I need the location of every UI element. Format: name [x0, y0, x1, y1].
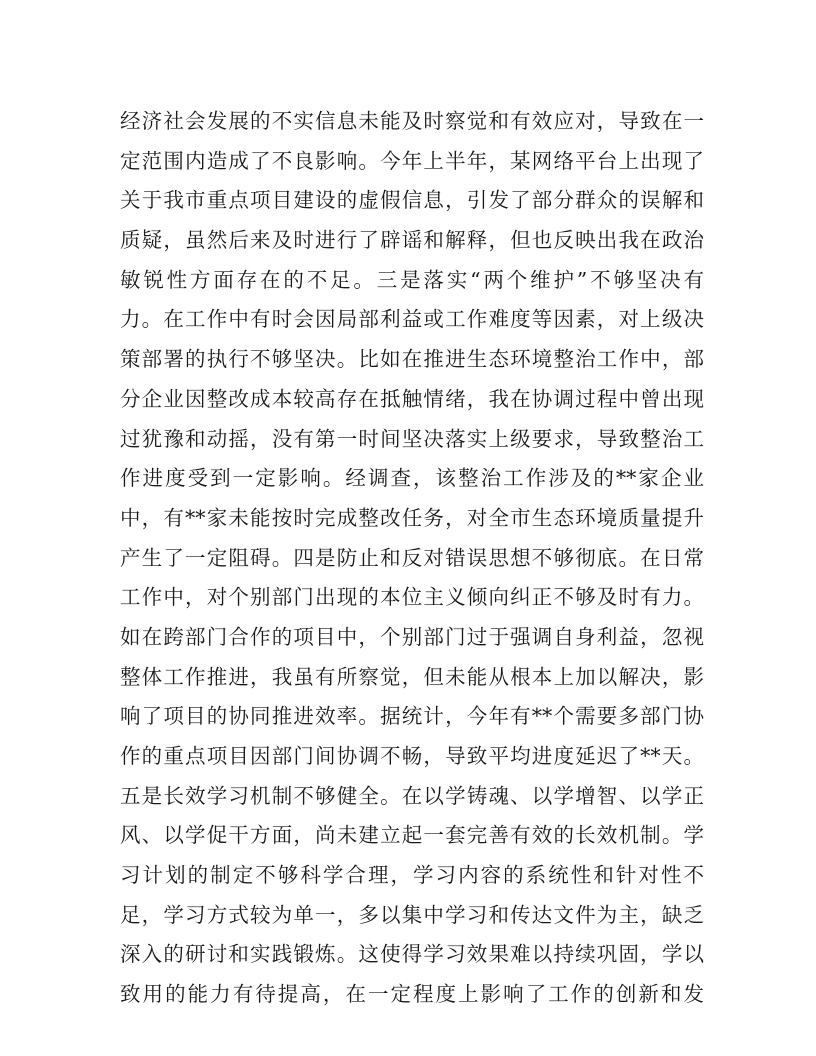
text-line: 如在跨部门合作的项目中，个别部门过于强调自身利益，忽视: [120, 624, 704, 649]
text-line: 深入的研讨和实践锻炼。这使得学习效果难以持续巩固，学以: [120, 942, 704, 967]
text-line: 经济社会发展的不实信息未能及时察觉和有效应对，导致在一: [120, 109, 704, 133]
text-line: 整体工作推进，我虽有所察觉，但未能从根本上加以解决，影: [120, 664, 704, 689]
text-line: 分企业因整改成本较高存在抵触情绪，我在协调过程中曾出现: [120, 386, 704, 411]
text-line: 风、以学促干方面，尚未建立起一套完善有效的长效机制。学: [120, 823, 704, 848]
text-line: 工作中，对个别部门出现的本位主义倾向纠正不够及时有力。: [120, 585, 704, 610]
text-line: 五是长效学习机制不够健全。在以学铸魂、以学增智、以学正: [120, 783, 704, 808]
text-line: 产生了一定阻碍。四是防止和反对错误思想不够彻底。在日常: [120, 545, 704, 570]
text-line: 致用的能力有待提高，在一定程度上影响了工作的创新和发: [120, 982, 704, 1007]
text-line: 敏锐性方面存在的不足。三是落实“两个维护”不够坚决有: [120, 267, 704, 292]
text-line: 习计划的制定不够科学合理，学习内容的系统性和针对性不: [120, 863, 704, 888]
text-line: 力。在工作中有时会因局部利益或工作难度等因素，对上级决: [120, 307, 704, 332]
text-line: 足，学习方式较为单一，多以集中学习和传达文件为主，缺乏: [120, 902, 704, 927]
text-line: 响了项目的协同推进效率。据统计，今年有**个需要多部门协: [120, 704, 704, 729]
text-line: 过犹豫和动摇，没有第一时间坚决落实上级要求，导致整治工: [120, 426, 704, 451]
text-line: 作进度受到一定影响。经调查，该整治工作涉及的**家企业: [120, 466, 704, 491]
text-line: 作的重点项目因部门间协调不畅，导致平均进度延迟了**天。: [120, 744, 704, 768]
text-line: 关于我市重点项目建设的虚假信息，引发了部分群众的误解和: [120, 188, 704, 213]
text-line: 质疑，虽然后来及时进行了辟谣和解释，但也反映出我在政治: [120, 228, 704, 253]
body-text: [120, 102, 704, 1015]
text-line: 中，有**家未能按时完成整改任务，对全市生态环境质量提升: [120, 505, 704, 530]
text-line: 定范围内造成了不良影响。今年上半年，某网络平台上出现了: [120, 148, 704, 173]
text-line: 策部署的执行不够坚决。比如在推进生态环境整治工作中，部: [120, 347, 704, 372]
